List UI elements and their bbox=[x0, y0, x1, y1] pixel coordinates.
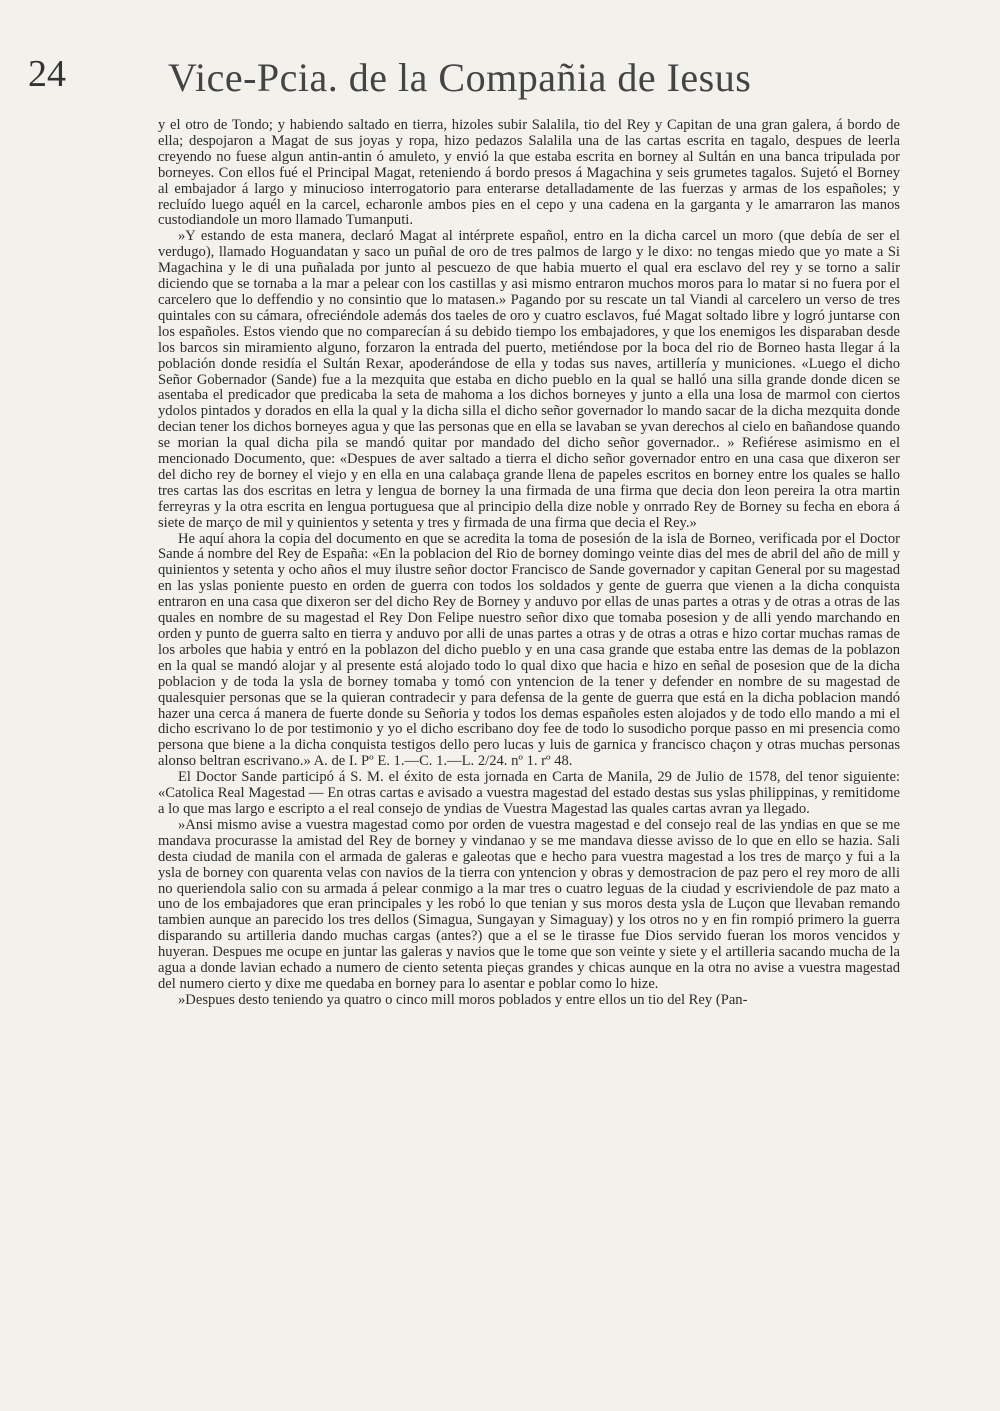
page-header bbox=[28, 52, 908, 112]
body-text bbox=[158, 118, 900, 1009]
paragraph: He aquí ahora la copia del documento en que se acredita la toma de posesión de la isla de Borneo, verificada por el Doctor Sande á nombre del Rey de España: «En la poblacion del Rio de borney domingo veinte dias del mes de abril del año de mill y quinientos y setenta y ocho años el muy ilustre señor doctor Francisco de Sande governador y capitan General por su magestad en las yslas poniente puesto en orden de guerra con todos los soldados y gente de guerra que vienen a la dicha conquista entraron en una casa que dixeron ser del dicho Rey de Borney y anduvo por ellas de unas partes a otras y de otras a otras de las quales en nombre de su magestad el Rey Don Felipe nuestro señor dixo que tomaba posesion y de alli yendo marchando en orden y punto de guerra salto en tierra y anduvo por alli de unas partes a otras y de otras a otras e hizo cortar muchas ramas de los arboles que habia y entró en la poblazon del dicho pueblo y en una casa grande que estaba entre las demas de la poblazon en la qual se mandó alojar y al presente está alojado todo lo qual dixo que hacia e hizo en señal de posesion que de la dicha poblacion y de toda la ysla de borney tomaba y tomó con yntencion de la tener y defender en nombre de su magestad de qualesquier personas que se la quieran contradecir y para defensa de la gente de guerra que está en la dicha poblacion mandó hazer una cerca á manera de fuerte donde su Señoria y todos los demas españoles esten alojados y de todo ello mando a mi el dicho escrivano lo de por testimonio y yo el dicho escribano doy fee de todo lo susodicho porque passo en mi presencia como persona que biene a la dicha conquista testigos dello pero lucas y luis de garnica y francisco chaçon y otras muchas personas alonso beltran escrivano.» A. de I. Pº E. 1.—C. 1.—L. 2/24. nº 1. rº 48. bbox=[158, 530, 900, 770]
paragraph: El Doctor Sande participó á S. M. el éxito de esta jornada en Carta de Manila, 29 de Julio de 1578, del tenor siguiente: «Catolica Real Magestad — En otras cartas e avisado a vuestra magestad del estado destas sus yslas philippinas, y remitidome a lo que mas largo e escripto a el real consejo de yndias de Vuestra Magestad las quales cartas avran ya llegado. bbox=[158, 769, 900, 817]
page-number: 24 bbox=[28, 53, 66, 95]
paragraph: »Ansi mismo avise a vuestra magestad como por orden de vuestra magestad e del consejo real de las yndias en que se me mandava procurasse la amistad del Rey de borney y vindanao y se me mandava diesse avisso de lo que en ello se hazia. Sali desta ciudad de manila con el armada de galeras e galeotas que e hecho para vuestra magestad a los tres de março y fui a la ysla de borney con quarenta velas con navios de la tierra con yntencion y obras y demostracion de paz pero el rey moro de alli no queriendola salio con su armada á pelear conmigo a la mar tres o cuatro leguas de la ciudad y escriviendole de paz mato a uno de los embajadores que eran principales y les robó lo que tenian y sus moros desta ysla de Luçon que llevaban remando tambien aunque an parecido los tres dellos (Simagua, Sungayan y Simaguay) y los otros no y en fin rompió primero la guerra disparando su artilleria dando muchas cargas (antes?) que a el se le tirasse fue Dios servido fueran los moros vencidos y huyeran. Despues me ocupe en juntar las galeras y navios que le tome que son veinte y siete y el artilleria sacando mucha de la agua a donde lavian echado a numero de ciento setenta pieças grandes y chicas aunque en la otra no avise a vuestra magestad del numero cierto y dixe me quedaba en borney para lo asentar e poblar como lo hize. bbox=[158, 816, 900, 992]
paragraph: »Despues desto teniendo ya quatro o cinco mill moros poblados y entre ellos un tio del Rey (Pan- bbox=[178, 991, 748, 1008]
paragraph: »Y estando de esta manera, declaró Magat al intérprete español, entro en la dicha carcel un moro (que debía de ser el verdugo), llamado Hoguandatan y saco un puñal de oro de tres palmos de largo y le dixo: no tengas miedo que yo mate a Si Magachina y le di una puñalada por junto al pescuezo de que habia muerto el qual era esclavo del rey y se torno a salir diciendo que se tornaba a la mar a pelear con los castillas y asi mismo entraron muchos moros para lo matar si no fuera por el carcelero que lo deffendio y no consintio que lo matasen.» Pagando por su rescate un tal Viandi al carcelero un verso de tres quintales con su cámara, ofreciéndole además dos taeles de oro y cuatro esclavos, fué Magat soltado libre y logró juntarse con los españoles. Estos viendo que no comparecían á su debido tiempo los embajadores, y que los enemigos les disparaban desde los barcos sin miramiento alguno, forzaron la entrada del puerto, metiéndose por la boca del rio de Borneo hasta llegar á la población donde residía el Sultán Rexar, apoderándose de ella y todas sus naves, artillería y municiones. «Luego el dicho Señor Gobernador (Sande) fue a la mezquita que estaba en dicho pueblo en la qual se halló una silla grande donde dicen se asentaba el predicador que predicaba la seta de mahoma a los dichos borneyes y junto a ella una losa de marmol con ciertos ydolos pintados y dorados en ella la qual y la dicha silla el dicho señor governador lo mando sacar de la dicha mezquita donde decian tener los dichos borneyes agua y que las personas que en ella se lavaban se yvan derechos al cielo en bañandose quando se morian la qual dicha pila se mandó quitar por mandado del dicho señor governador.. » Refiérese asimismo en el mencionado Documento, que: «Despues de aver saltado a tierra el dicho señor governador entro en una casa que dixeron ser del dicho rey de borney el viejo y en ella en una calabaça grande llena de papeles escritos en borney entre los quales se hallo tres cartas las dos escritas en letra y lengua de borney la una firmada de una firma que decia don leon pereira la otra martin ferreyras y la otra escrita en lengua portuguesa que al principio della dize noble y onrrado Rey de Borney su fecha en ebora á siete de março de mil y quinientos y setenta y tres y firmada de una firma que decia el Rey.» bbox=[158, 228, 900, 531]
running-title: Vice-Pcia. de la Compañia de Iesus bbox=[168, 55, 752, 100]
paragraph: y el otro de Tondo; y habiendo saltado en tierra, hizoles subir Salalila, tio del Rey y Capitan de una gran galera, á bordo de ella; despojaron a Magat de sus joyas y ropa, hizo pedazos Salalila una de las cartas escrita en tagalo, despues de leerla creyendo no fuese algun antin-antin ó amuleto, y envió la que estaba escrita en borney al Sultán en una banca tripulada por borneyes. Con ellos fué el Principal Magat, reteniendo á bordo presos á Magachina y seis grumetes tagalos. Sujetó el Borney al embajador á largo y minucioso interrogatorio para enterarse detalladamente de las fuerzas y armas de los españoles; y recluído luego aquél en la carcel, echaronle ambos pies en el cepo y una cadena en la garganta y le amarraron las manos custodiandole un moro llamado Tumanputi. bbox=[158, 117, 900, 229]
